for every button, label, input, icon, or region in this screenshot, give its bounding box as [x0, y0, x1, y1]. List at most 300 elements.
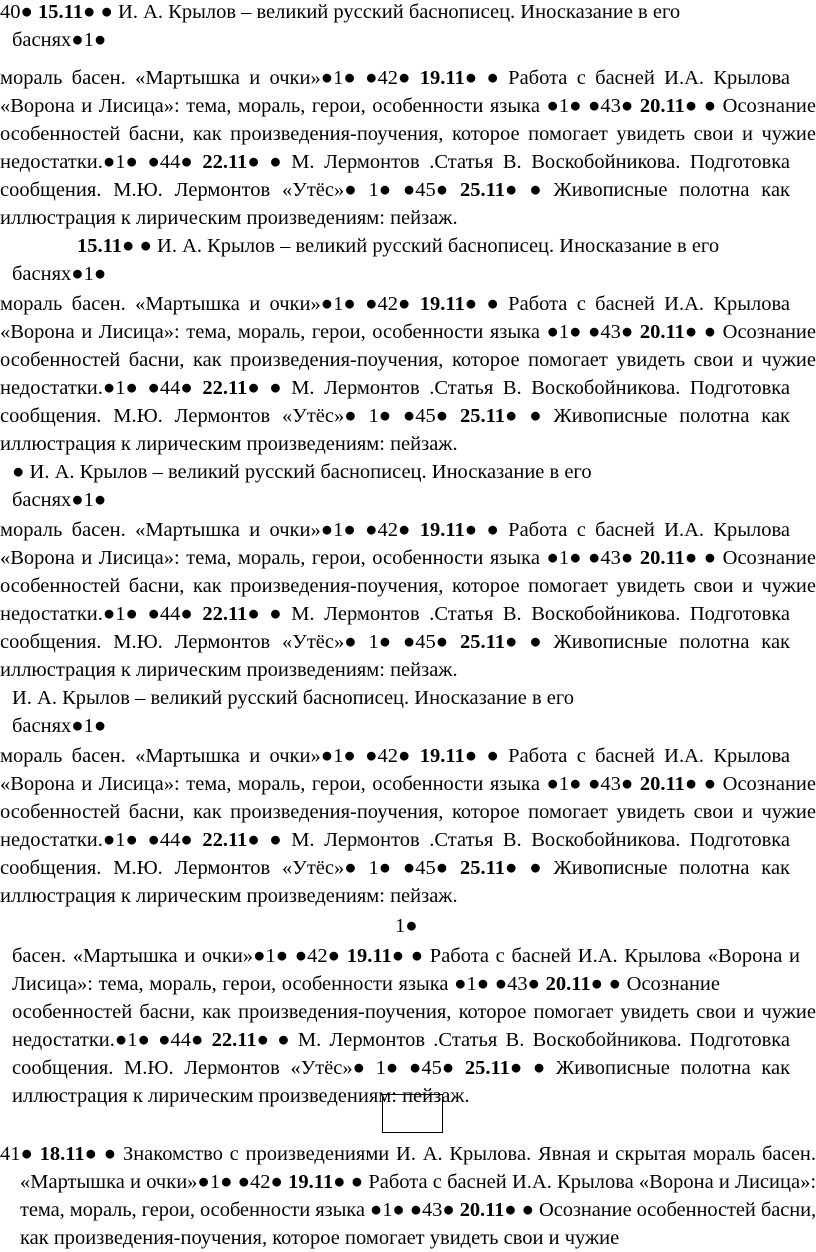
bullet-marker: ● [197, 1171, 210, 1193]
text-span: Осознание [621, 973, 720, 995]
text-span: 43 [600, 547, 621, 569]
bullet-marker: ● [435, 179, 449, 201]
text-span: 43 [507, 973, 528, 995]
bullet-marker: ● ● [125, 829, 160, 851]
text-span: 1 [115, 829, 126, 851]
bullet-marker: ● [344, 179, 357, 201]
text-line [0, 92, 816, 120]
text-span: И. А. Крылов – великий русский баснописец. Иносказание в его [12, 687, 575, 709]
bullet-marker: ● [93, 29, 107, 51]
bullet-marker: ● [20, 1, 33, 23]
text-span: особенностей басни, как произведения-поучения, которое помогает увидеть свои и чужие [0, 349, 816, 371]
text-span: 1 [365, 1057, 386, 1079]
text-span: Осознание [716, 95, 816, 117]
text-span: 44 [170, 1029, 192, 1051]
text-span: И. А. Крылов – великий русский баснописец. Иносказание в его [118, 1, 681, 23]
text-span: 42 [377, 67, 398, 89]
bullet-marker: ● [344, 405, 357, 427]
bullet-marker: ● [71, 263, 84, 285]
bullet-marker: ● ● [122, 235, 158, 257]
bullet-marker: ● [398, 519, 411, 541]
text-span: 45 [415, 631, 436, 653]
bullet-marker: ● ● [464, 745, 499, 767]
bullet-marker: ● [369, 1199, 383, 1221]
bullet-marker: ● [180, 377, 193, 399]
bullet-marker: ● ● [378, 631, 416, 653]
bullet-marker: ● ● [247, 829, 282, 851]
text-span [203, 1029, 211, 1051]
bullet-marker: ● [405, 915, 418, 937]
text-span: 45 [415, 405, 436, 427]
bullet-marker: ● [93, 489, 107, 511]
text-line [0, 290, 790, 318]
text-span: 20.11 [459, 1199, 505, 1221]
bullet-marker: ● ● [684, 321, 717, 343]
bullet-marker: ● [620, 95, 634, 117]
text-span: 20.11 [639, 547, 685, 569]
bullet-marker: ● [441, 1057, 455, 1079]
text-span: Работа с басней И.А. Крылова [498, 67, 791, 89]
text-span: 20.11 [639, 321, 685, 343]
text-span: иллюстрация к лирическим произведениям: пейзаж. [0, 885, 458, 907]
text-span: 22.11 [211, 1029, 257, 1051]
text-line [0, 600, 790, 628]
bullet-marker: ● [71, 715, 84, 737]
text-span: 45 [415, 179, 436, 201]
text-span: М. Лермонтов .Статья В. Воскобойникова. Подготовка [281, 151, 791, 173]
text-span: Осознание [716, 321, 816, 343]
text-span: 43 [422, 1199, 443, 1221]
text-span: Осознание [716, 547, 816, 569]
text-span: 43 [600, 321, 621, 343]
text-span: как произведения-поучения, которое помогает увидеть свои и чужие [20, 1227, 620, 1249]
bullet-marker: ● [454, 973, 467, 995]
text-span: мораль басен. «Мартышка и очки» [0, 519, 321, 541]
bullet-marker: ● [320, 745, 334, 767]
text-span: особенностей басни, как произведения-поучения, которое помогает увидеть свои и чужие [0, 575, 816, 597]
text-span: М. Лермонтов .Статья В. Воскобойникова. Подготовка [289, 1029, 791, 1051]
bullet-marker: ● [352, 1057, 366, 1079]
text-line [20, 1224, 619, 1252]
bullet-marker: ● [620, 321, 634, 343]
text-span: баснях [12, 263, 72, 285]
text-line [20, 1196, 816, 1224]
text-line [0, 374, 790, 402]
text-span [410, 519, 419, 541]
text-span: иллюстрация к лирическим произведениям: пейзаж. [0, 433, 458, 455]
text-span: Работа с басней И.А. Крылова [498, 293, 791, 315]
bullet-marker: ● [320, 67, 334, 89]
text-span: 22.11 [202, 151, 248, 173]
bullet-marker: ● ● [256, 1029, 290, 1051]
text-span: иллюстрация к лирическим произведениям: пейзаж. [12, 1085, 470, 1107]
text-span: 22.11 [202, 829, 248, 851]
bullet-marker: ● [12, 461, 25, 483]
text-span: Знакомство с произведениями И. А. Крылова. Явная и скрытая мораль басен. [116, 1143, 816, 1165]
bullet-marker: ● [442, 1199, 455, 1221]
text-span: И. А. Крылов – великий русский баснописец. Иносказание в его [157, 235, 720, 257]
bullet-marker: ● [620, 773, 634, 795]
bullet-marker: ● [320, 293, 334, 315]
text-line [12, 458, 592, 486]
text-span [410, 745, 419, 767]
text-span: 1 [333, 745, 344, 767]
bullet-marker: ● [435, 857, 449, 879]
text-span: недостатки. [0, 829, 103, 851]
text-line [0, 544, 816, 572]
bullet-marker: ● [102, 603, 116, 625]
bullet-marker: ● [191, 1029, 204, 1051]
bullet-marker: ● [398, 293, 411, 315]
text-span: 1 [127, 1029, 138, 1051]
bullet-marker: ● ● [247, 151, 282, 173]
text-span: недостатки. [0, 603, 103, 625]
text-span: 1 [209, 1171, 221, 1193]
bullet-marker: ● [71, 489, 84, 511]
text-span: 1 [466, 973, 477, 995]
bullet-marker: ● ● [343, 519, 378, 541]
bullet-marker: ● ● [569, 773, 601, 795]
bullet-marker: ● [620, 547, 634, 569]
text-span [448, 179, 460, 201]
bullet-marker: ● ● [464, 519, 499, 541]
text-span: 1 [83, 263, 94, 285]
bullet-marker: ● ● [504, 1199, 534, 1221]
text-span: 1 [115, 603, 126, 625]
text-span: особенностей басни, как произведения-поучения, которое помогает увидеть свои и чужие [12, 1001, 816, 1023]
text-line [0, 430, 458, 458]
text-span: басен. «Мартышка и очки» [12, 945, 254, 967]
text-span: недостатки. [0, 377, 103, 399]
text-span: 42 [377, 745, 398, 767]
text-span: иллюстрация к лирическим произведениям: пейзаж. [0, 659, 458, 681]
text-span: 25.11 [464, 1057, 510, 1079]
text-span: 45 [421, 1057, 442, 1079]
text-span: Работа с басней И.А. Крылова «Ворона и [423, 945, 801, 967]
text-span: 19.11 [419, 293, 465, 315]
text-span: 42 [377, 519, 398, 541]
text-span: баснях [12, 489, 72, 511]
bullet-marker: ● ● [505, 405, 542, 427]
text-span: 19.11 [346, 945, 392, 967]
text-line [0, 572, 816, 600]
bullet-marker: ● ● [505, 179, 542, 201]
bullet-marker: ● ● [505, 857, 542, 879]
text-span [340, 945, 347, 967]
text-span: Осознание [716, 773, 816, 795]
text-span: особенностей басни, как произведения-поучения, которое помогает увидеть свои и чужие [0, 123, 816, 145]
text-line [0, 516, 790, 544]
bullet-marker: ● [327, 945, 341, 967]
text-span [448, 857, 460, 879]
bullet-marker: ● ● [392, 1199, 423, 1221]
text-span: 42 [377, 293, 398, 315]
text-line [0, 204, 458, 232]
bullet-marker: ● ● [378, 857, 416, 879]
text-span [454, 1057, 465, 1079]
text-span: 15.11 [38, 1, 84, 23]
text-span: 44 [159, 829, 181, 851]
text-line [0, 854, 790, 882]
text-line [0, 628, 790, 656]
text-span: 22.11 [202, 377, 248, 399]
text-span: М. Лермонтов .Статья В. Воскобойникова. Подготовка [281, 377, 791, 399]
text-span: И. А. Крылов – великий русский баснописец. Иносказание в его [24, 461, 592, 483]
text-span: «Ворона и Лисица»: тема, мораль, герои, особенности языка [0, 321, 547, 343]
text-span: недостатки. [0, 151, 103, 173]
bullet-marker: ● [546, 321, 559, 343]
bullet-marker: ● [114, 1029, 128, 1051]
bullet-marker: ● ● [275, 945, 308, 967]
text-line [12, 684, 574, 712]
bullet-marker: ● ● [378, 179, 416, 201]
text-span: 20.11 [639, 773, 685, 795]
text-span: 1 [395, 915, 406, 937]
text-span: 15.11 [77, 235, 122, 257]
text-span: 1 [333, 67, 344, 89]
text-span [410, 67, 419, 89]
text-span: 43 [600, 773, 621, 795]
bullet-marker: ● [180, 151, 193, 173]
text-line [77, 232, 719, 260]
bullet-marker: ● ● [509, 1057, 546, 1079]
text-span: Живописные полотна как [541, 405, 790, 427]
bullet-marker: ● [435, 405, 449, 427]
bullet-marker: ● ● [125, 603, 160, 625]
text-span: 44 [159, 377, 181, 399]
text-span: 42 [307, 945, 328, 967]
text-span: 1 [83, 489, 94, 511]
text-line [12, 260, 106, 288]
bullet-marker: ● ● [378, 405, 416, 427]
bullet-marker: ● ● [125, 151, 160, 173]
bullet-marker: ● ● [84, 1143, 117, 1165]
text-span: баснях [12, 29, 72, 51]
text-span: 44 [159, 151, 181, 173]
text-span: баснях [12, 715, 72, 737]
text-span: 43 [600, 95, 621, 117]
text-line [12, 26, 106, 54]
bullet-marker: ● [180, 603, 193, 625]
bullet-marker: ● ● [569, 321, 601, 343]
bullet-marker: ● [320, 519, 334, 541]
text-line [0, 798, 816, 826]
text-span: 19.11 [419, 519, 465, 541]
text-span [193, 603, 203, 625]
text-span: 1 [382, 1199, 393, 1221]
text-line [395, 912, 418, 940]
bullet-marker: ● [102, 829, 116, 851]
bullet-marker: ● ● [247, 603, 282, 625]
text-span: Работа с басней И.А. Крылова «Ворона и Лисица»: [363, 1171, 816, 1193]
text-span [193, 151, 203, 173]
bullet-marker: ● [546, 547, 559, 569]
text-line [0, 0, 680, 26]
text-span [448, 631, 460, 653]
bullet-marker: ● ● [464, 293, 499, 315]
text-span: 1 [558, 773, 570, 795]
text-span: 1 [558, 321, 570, 343]
text-span: 45 [415, 857, 436, 879]
text-span [33, 1143, 40, 1165]
text-span: 25.11 [460, 179, 506, 201]
text-span: М. Лермонтов .Статья В. Воскобойникова. Подготовка [281, 829, 791, 851]
text-line [0, 402, 790, 430]
bullet-marker: ● [71, 29, 84, 51]
text-line [12, 1054, 790, 1082]
text-line [0, 656, 458, 684]
text-span: 1 [356, 631, 379, 653]
text-line [0, 176, 790, 204]
text-span: сообщения. М.Ю. Лермонтов «Утёс» [0, 179, 345, 201]
text-span: тема, мораль, герои, особенности языка [20, 1199, 370, 1221]
text-line [12, 1082, 470, 1110]
text-span: 1 [265, 945, 276, 967]
text-span: 1 [333, 293, 344, 315]
text-span: Живописные полотна как [545, 1057, 791, 1079]
bullet-marker: ● ● [684, 547, 717, 569]
bullet-marker: ● ● [343, 67, 378, 89]
text-line [0, 120, 816, 148]
bullet-marker: ● [102, 151, 116, 173]
text-span [193, 377, 203, 399]
bullet-marker: ● ● [590, 973, 622, 995]
text-span: «Ворона и Лисица»: тема, мораль, герои, особенности языка [0, 95, 547, 117]
text-span: 42 [250, 1171, 271, 1193]
bullet-marker: ● [546, 95, 559, 117]
text-span: 1 [83, 715, 94, 737]
bullet-marker: ● ● [137, 1029, 171, 1051]
bullet-marker: ● [180, 829, 193, 851]
bullet-marker: ● ● [391, 945, 424, 967]
bullet-marker: ● [20, 1143, 33, 1165]
text-line [0, 826, 790, 854]
text-span: «Ворона и Лисица»: тема, мораль, герои, особенности языка [0, 547, 547, 569]
text-span: мораль басен. «Мартышка и очки» [0, 67, 321, 89]
text-span: иллюстрация к лирическим произведениям: пейзаж. [0, 207, 458, 229]
text-span: сообщения. М.Ю. Лермонтов «Утёс» [0, 857, 345, 879]
bullet-marker: ● [344, 631, 357, 653]
text-span: сообщения. М.Ю. Лермонтов «Утёс» [0, 631, 345, 653]
text-line [0, 318, 816, 346]
bullet-marker: ● [546, 773, 559, 795]
text-span: 1 [83, 29, 94, 51]
bullet-marker: ● [527, 973, 541, 995]
text-line [12, 998, 816, 1026]
text-span: 20.11 [639, 95, 685, 117]
text-span: 19.11 [419, 745, 465, 767]
bullet-marker: ● ● [684, 773, 717, 795]
text-line [0, 882, 458, 910]
bullet-marker: ● ● [343, 745, 378, 767]
bullet-marker: ● ● [476, 973, 508, 995]
text-span: 25.11 [460, 405, 506, 427]
text-span [410, 293, 419, 315]
text-span: Живописные полотна как [541, 631, 790, 653]
bullet-marker: ● ● [684, 95, 717, 117]
bullet-marker: ● [398, 67, 411, 89]
bullet-marker: ● ● [569, 547, 601, 569]
bullet-marker: ● [102, 377, 116, 399]
text-line [12, 712, 106, 740]
text-span: «Мартышка и очки» [20, 1171, 198, 1193]
text-line [12, 970, 720, 998]
text-span: особенностей басни, как произведения-поучения, которое помогает увидеть свои и чужие [0, 801, 816, 823]
text-line [12, 486, 106, 514]
text-line [0, 64, 790, 92]
text-line [0, 770, 816, 798]
bullet-marker: ● [93, 715, 107, 737]
bullet-marker: ● [270, 1171, 283, 1193]
bullet-marker: ● ● [220, 1171, 251, 1193]
text-span: 1 [558, 547, 570, 569]
text-span: «Ворона и Лисица»: тема, мораль, герои, особенности языка [0, 773, 547, 795]
text-span: 25.11 [460, 631, 506, 653]
text-span: 19.11 [288, 1171, 334, 1193]
text-span: 20.11 [545, 973, 591, 995]
text-span: Живописные полотна как [541, 179, 790, 201]
text-span: М. Лермонтов .Статья В. Воскобойникова. Подготовка [281, 603, 791, 625]
text-span: 1 [115, 377, 126, 399]
bullet-marker: ● ● [505, 631, 542, 653]
text-span: сообщения. М.Ю. Лермонтов «Утёс» [12, 1057, 353, 1079]
text-span: мораль басен. «Мартышка и очки» [0, 745, 321, 767]
text-span: 1 [333, 519, 344, 541]
text-line [12, 942, 800, 970]
text-line [0, 346, 816, 374]
text-span: Работа с басней И.А. Крылова [498, 745, 791, 767]
text-line [0, 742, 790, 770]
text-span: 44 [159, 603, 181, 625]
text-span: Работа с басней И.А. Крылова [498, 519, 791, 541]
text-line [0, 1140, 816, 1168]
bullet-marker: ● ● [385, 1057, 422, 1079]
text-line [0, 148, 790, 176]
bullet-marker: ● ● [343, 293, 378, 315]
text-span: 19.11 [419, 67, 465, 89]
text-span: 1 [558, 95, 570, 117]
bullet-marker: ● ● [569, 95, 601, 117]
bullet-marker: ● ● [125, 377, 160, 399]
bullet-marker: ● ● [247, 377, 282, 399]
text-span: 41 [0, 1143, 21, 1165]
text-span: 25.11 [460, 857, 506, 879]
text-span: 1 [356, 405, 379, 427]
bullet-marker: ● [253, 945, 266, 967]
text-line [20, 1168, 816, 1196]
text-span: Живописные полотна как [541, 857, 790, 879]
bullet-marker: ● [344, 857, 357, 879]
bullet-marker: ● ● [464, 67, 499, 89]
text-span: мораль басен. «Мартышка и очки» [0, 293, 321, 315]
text-span: Осознание особенностей басни, [533, 1199, 816, 1221]
bullet-marker: ● ● [83, 1, 119, 23]
text-span: 40 [0, 1, 21, 23]
text-span: 1 [356, 179, 379, 201]
bullet-marker: ● [93, 263, 107, 285]
text-span: 1 [115, 151, 126, 173]
text-span [193, 829, 203, 851]
text-span: сообщения. М.Ю. Лермонтов «Утёс» [0, 405, 345, 427]
text-span: Лисица»: тема, мораль, герои, особенности языка [12, 973, 455, 995]
text-span: 18.11 [39, 1143, 85, 1165]
text-span [448, 405, 460, 427]
bullet-marker: ● [435, 631, 449, 653]
text-line [12, 1026, 790, 1054]
bullet-marker: ● [398, 745, 411, 767]
text-span: 22.11 [202, 603, 248, 625]
bullet-marker: ● ● [333, 1171, 364, 1193]
